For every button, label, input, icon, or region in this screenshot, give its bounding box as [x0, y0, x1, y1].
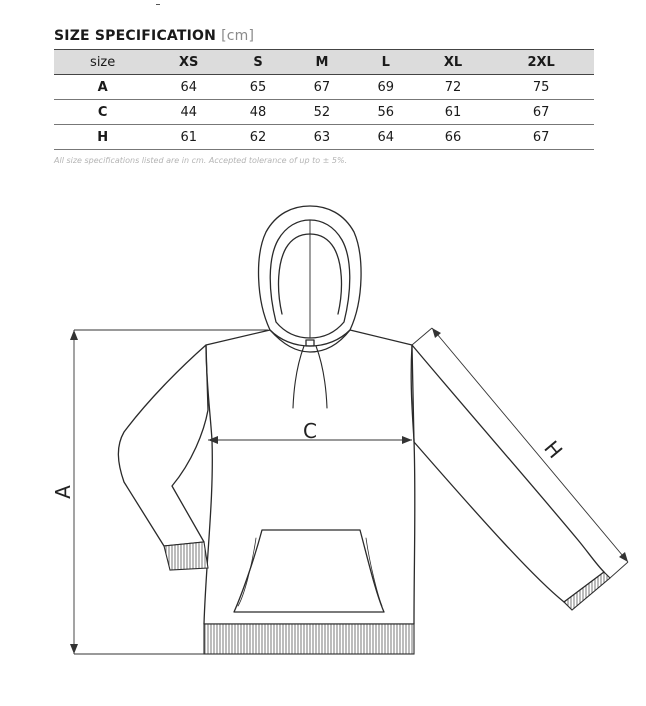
- table-cell: 44: [151, 100, 226, 125]
- drawstring-right: [316, 346, 327, 408]
- title-text: SIZE SPECIFICATION: [54, 28, 217, 44]
- table-cell: 61: [418, 100, 489, 125]
- header-size: M: [290, 50, 354, 75]
- left-sleeve: [118, 345, 208, 546]
- table-cell: 56: [354, 100, 418, 125]
- header-size: S: [226, 50, 290, 75]
- row-label: C: [54, 100, 151, 125]
- table-cell: 75: [488, 75, 594, 100]
- header-size-label: size: [54, 50, 151, 75]
- drawstring-left: [293, 346, 304, 408]
- pocket-inner-seam: [366, 538, 382, 606]
- row-label: H: [54, 125, 151, 150]
- header-size: XL: [418, 50, 489, 75]
- kangaroo-pocket: [234, 530, 384, 612]
- table-cell: 48: [226, 100, 290, 125]
- title-unit: [cm]: [221, 28, 255, 44]
- table-cell: 66: [418, 125, 489, 150]
- table-cell: 63: [290, 125, 354, 150]
- measure-a-label: A: [51, 485, 75, 499]
- drawstring-eyelet: [306, 340, 314, 346]
- measure-h-label: H: [539, 436, 568, 463]
- table-cell: 52: [290, 100, 354, 125]
- left-cuff: [164, 542, 208, 570]
- tolerance-note: All size specifications listed are in cm. Accepted tolerance of up to ± 5%.: [54, 156, 348, 165]
- table-cell: 67: [488, 100, 594, 125]
- measure-h-line: [432, 328, 628, 562]
- row-label: A: [54, 75, 151, 100]
- right-sleeve: [412, 345, 604, 602]
- header-size: 2XL: [488, 50, 594, 75]
- header-size: XS: [151, 50, 226, 75]
- measure-h-ext: [412, 328, 432, 345]
- right-cuff: [564, 572, 610, 610]
- header-size: L: [354, 50, 418, 75]
- table-cell: 62: [226, 125, 290, 150]
- measure-c-label: C: [303, 419, 317, 443]
- table-cell: 64: [151, 75, 226, 100]
- table-cell: 72: [418, 75, 489, 100]
- hem-rib: [204, 624, 414, 654]
- measure-h-ext: [610, 562, 628, 578]
- arrowhead: [70, 330, 78, 340]
- arrowhead: [402, 436, 412, 444]
- arrowhead: [208, 436, 218, 444]
- table-cell: 67: [488, 125, 594, 150]
- table-cell: 67: [290, 75, 354, 100]
- arrowhead: [70, 644, 78, 654]
- table-cell: 69: [354, 75, 418, 100]
- table-cell: 61: [151, 125, 226, 150]
- table-cell: 64: [354, 125, 418, 150]
- hoodie-body: [204, 330, 415, 624]
- table-cell: 65: [226, 75, 290, 100]
